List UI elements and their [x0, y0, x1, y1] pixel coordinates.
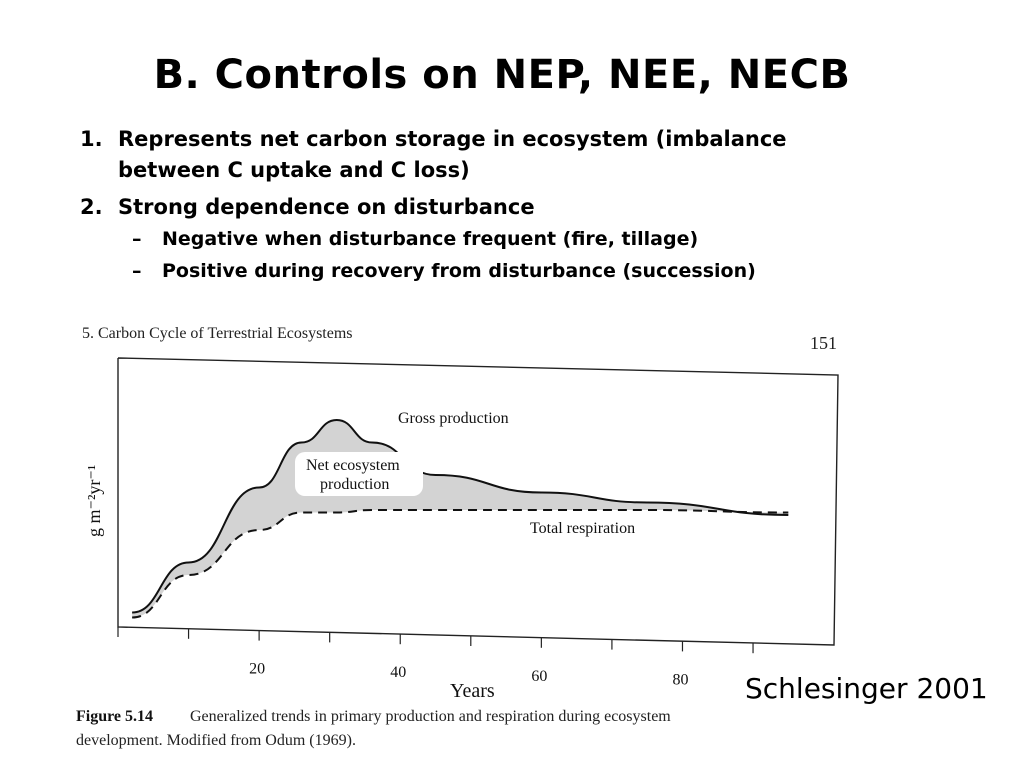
sub-bullet-2 [80, 255, 980, 287]
sub-bullet-1 [80, 223, 980, 255]
x-axis-label: Years [450, 680, 495, 702]
page-number: 151 [810, 333, 837, 353]
caption-text-continuation: development. Modified from Odum (1969). [76, 732, 356, 749]
caption-text: Generalized trends in primary production and respiration during ecosystem [190, 708, 671, 725]
plot-area [132, 410, 788, 618]
bullet-item-2 [80, 192, 980, 223]
y-axis-label: g m⁻²yr⁻¹ [84, 464, 104, 537]
nep-shaded-area [132, 420, 788, 618]
x-ticks [118, 627, 753, 688]
total-respiration-label: Total respiration [530, 520, 636, 537]
bullet-text-continuation: between C uptake and C loss) [118, 158, 470, 182]
caption-label: Figure 5.14 [76, 708, 154, 725]
running-head: 5. Carbon Cycle of Terrestrial Ecosystems [82, 325, 353, 342]
figure-scan [70, 305, 850, 765]
nep-label-line2: production [320, 476, 390, 493]
citation-credit: Schlesinger 2001 [745, 672, 988, 705]
dash-marker: – [132, 228, 142, 250]
bullet-number: 2. [80, 195, 103, 219]
bullet-list [80, 124, 980, 287]
bullet-number: 1. [80, 127, 103, 151]
x-tick-label: 80 [672, 671, 689, 689]
bullet-item-1 [80, 124, 980, 186]
dash-marker: – [132, 260, 142, 282]
bullet-text: Represents net carbon storage in ecosystem (imbalance [118, 127, 787, 151]
bullet-text: Strong dependence on disturbance [118, 195, 535, 219]
x-tick-label: 60 [531, 667, 548, 685]
x-tick-label: 40 [390, 664, 407, 682]
slide-title: B. Controls on NEP, NEE, NECB [153, 52, 851, 98]
nep-label-line1: Net ecosystem [306, 457, 400, 474]
sub-bullet-text: Negative when disturbance frequent (fire, tillage) [162, 228, 699, 250]
sub-bullet-text: Positive during recovery from disturbance (succession) [162, 260, 756, 282]
x-tick-label: 20 [249, 660, 266, 678]
gross-production-label: Gross production [398, 410, 509, 427]
